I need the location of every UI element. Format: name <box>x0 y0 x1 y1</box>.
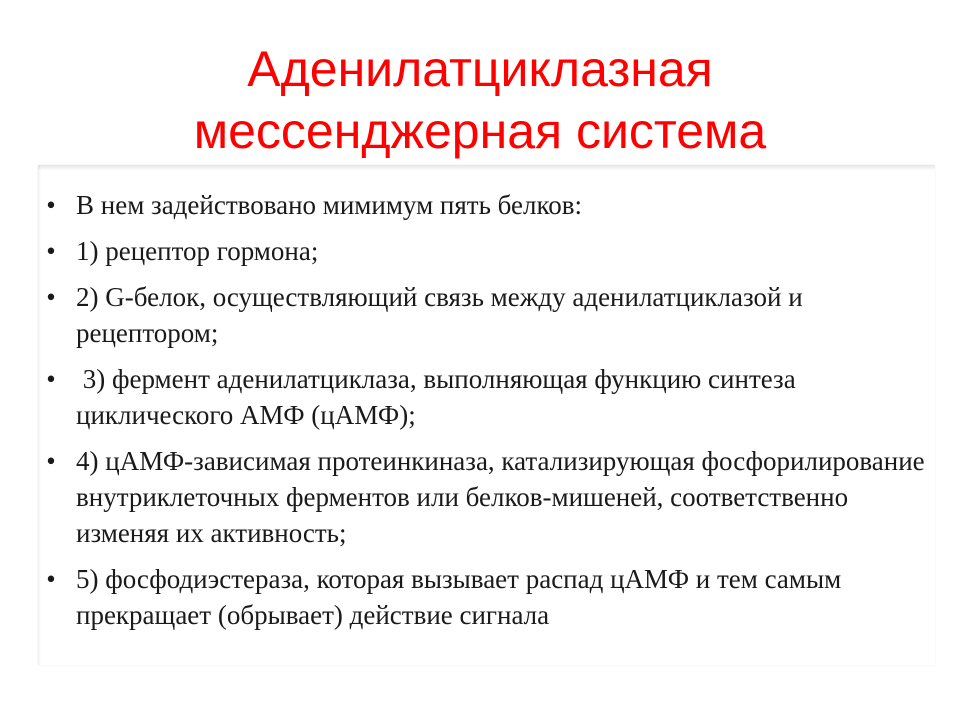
list-item-text: 2) G-белок, осуществляющий связь между аденилатциклазой и рецептором; <box>76 282 803 348</box>
slide-title-line-2: мессенджерная система <box>193 103 767 159</box>
scanned-text-image <box>38 165 935 665</box>
bullet-icon: • <box>46 446 56 476</box>
slide-title <box>0 38 960 162</box>
list-item <box>38 443 926 551</box>
list-item-text: 3) фермент аденилатциклаза, выполняющая функцию синтеза циклического АМФ (цАМФ); <box>76 364 803 430</box>
bullet-icon: • <box>46 236 56 266</box>
list-item-text: 4) цАМФ-зависимая протеинкиназа, катализирующая фосфорилирование внутриклеточных ферментов или белков-мишеней, соответственно изменяя их активность; <box>76 446 925 548</box>
list-item <box>38 279 926 351</box>
list-item <box>38 233 926 269</box>
bullet-list <box>38 187 926 643</box>
list-item-text: 5) фосфодиэстераза, которая вызывает распад цАМФ и тем самым прекращает (обрывает) действие сигнала <box>76 564 842 630</box>
list-item <box>38 361 926 433</box>
bullet-icon: • <box>46 282 56 312</box>
list-item-text: 1) рецептор гормона; <box>76 236 319 266</box>
bullet-icon: • <box>46 190 56 220</box>
list-item <box>38 561 926 633</box>
slide-title-line-1: Аденилатциклазная <box>247 41 713 97</box>
list-item-text: В нем задействовано мимимум пять белков: <box>76 190 582 220</box>
scan-top-artifact <box>38 165 935 173</box>
list-item <box>38 187 926 223</box>
bullet-icon: • <box>46 564 56 594</box>
bullet-icon: • <box>46 364 56 394</box>
